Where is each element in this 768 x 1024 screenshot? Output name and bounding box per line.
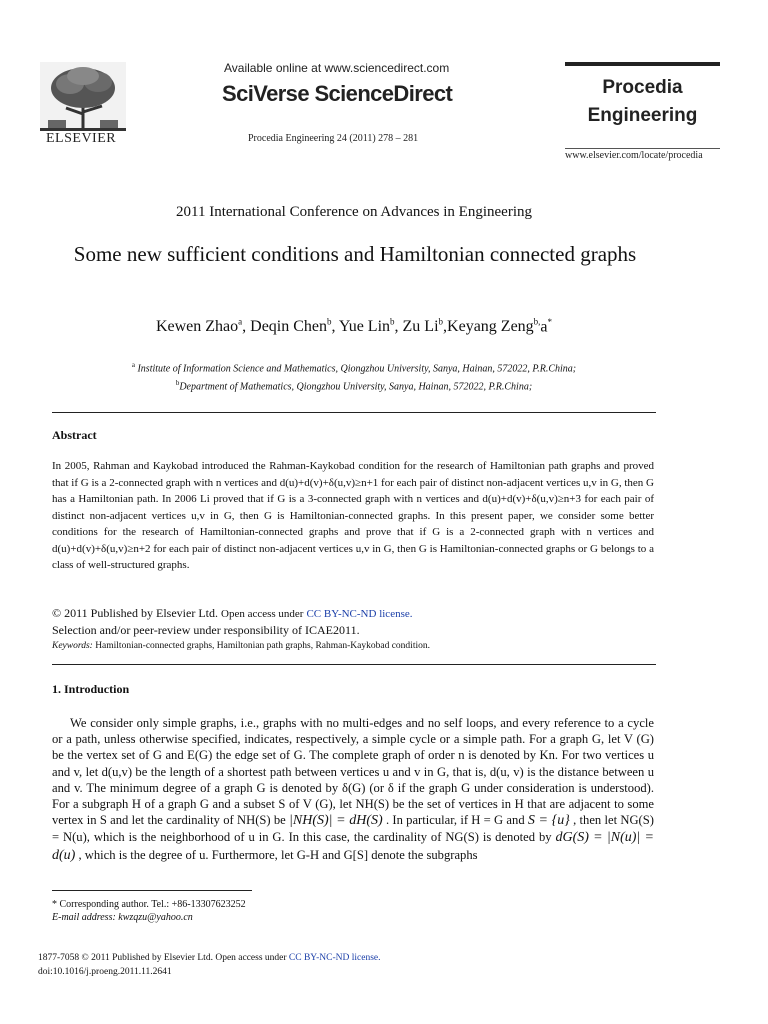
keywords-text: Hamiltonian-connected graphs, Hamiltonian path graphs, Rahman-Kaykobad condition. (95, 641, 430, 651)
paper-title: Some new sufficient conditions and Hamiltonian connected graphs (73, 242, 637, 266)
peer-review-text: Selection and/or peer-review under responsibility of ICAE2011. (52, 623, 360, 637)
open-access-text: Open access under (221, 608, 304, 620)
available-online: Available online at www.sciencedirect.com (224, 61, 450, 75)
issn-line: 1877-7058 © 2011 Published by Elsevier Ltd. Open access under CC BY-NC-ND license. (38, 953, 381, 963)
journal-citation: Procedia Engineering 24 (2011) 278 – 281 (248, 133, 419, 144)
author: Zu Li$^b$, (402, 317, 448, 336)
publisher-logo-text: ELSEVIER (46, 131, 117, 146)
conference-name: 2011 International Conference on Advances in Engineering (176, 204, 532, 220)
corresponding-author-footnote: * Corresponding author. Tel.: +86-13307623252 (52, 899, 246, 910)
copyright-text: © 2011 Published by Elsevier Ltd. (52, 606, 218, 620)
affiliation-a: $^a$ Institute of Information Science and Mathematics, Qiongzhou University, Sanya, Hainan, 572022, P.R.China; (131, 361, 577, 375)
author: Yue Lin$^b$, (338, 317, 403, 336)
author: Keyang Zeng$^{b,}$ (447, 317, 541, 336)
doi-line[interactable]: doi:10.1016/j.proeng.2011.11.2641 (38, 967, 172, 977)
intro-paragraph: We consider only simple graphs, i.e., graphs with no multi-edges and no self loops, and every reference to a cycle or a path, unless otherwise specified, indicates, respectively, a simple cycle or a simple path. For a graph G, let V (G) be the vertex set of G and E(G) the edge set of G. The complete graph of order n is denoted by Kn. For two vertices u and v, let d(u,v) be the length of a shortest path between vertices u and v in G, that is, d(u, v) is the distance between u and v. The minimum degree of a graph G is denoted by δ(G) (or δ if the graph G under consideration is understood). For a subgraph H of a graph G and a subset S of V (G), let NH(S) be the set of vertices in H that are adjacent to some vertex in S and let the cardinality of NH(S) be |NH(S)| = dH(S) . In particular, if H = G and S = {u} , then let NG(S) = N(u), which is the neighborhood of u in G. In this case, the cardinality of NG(S) is denoted by dG(S) = |N(u)| = d(u) , which is the degree of u. Furthermore, let G-H and G[S] denote the subgraphs (52, 716, 654, 863)
footer-license-link[interactable]: CC BY-NC-ND license. (288, 953, 381, 963)
journal-name (565, 74, 720, 130)
formula: dG(S) = |N(u)| = d(u) (52, 830, 654, 863)
platform-name: SciVerse ScienceDirect (222, 81, 453, 106)
keywords (52, 641, 430, 651)
journal-name-line1: Procedia (602, 77, 683, 98)
formula: |NH(S)| = dH(S) (289, 813, 383, 829)
abstract-text: In 2005, Rahman and Kaykobad introduced the Rahman-Kaykobad condition for the research of Hamiltonian path graphs and proved that if G is a 2-connected graph with n vertices and d(u)+d(v)+δ(u,v)≥n+1 for each pair of distinct non-adjacent vertices u,v in G, then G has a Hamiltonian path. In 2006 Li proved that if G is a 3-connected graph with n vertices and d(u)+d(v)+δ(u,v)≥n+3 for each pair of distinct non-adjacent vertices u,v in G, then G is Hamiltonian-connected graphs. In this present paper, we consider some better conditions for the research of Hamiltonian-connected graphs and prove that if G is a 2-connected graph with n vertices and d(u)+d(v)+δ(u,v)≥n+2 for each pair of distinct non-adjacent vertices u,v in G, then G is Hamiltonian-connected graphs or G belongs to a class of well-structured graphs. (52, 460, 654, 571)
author: Deqin Chen$^b$, (250, 317, 339, 336)
author: Kewen Zhao$^a$, (155, 317, 251, 336)
formula: S = {u} (527, 813, 570, 829)
license-link[interactable]: CC BY-NC-ND license. (306, 608, 413, 620)
footnote-rule (52, 890, 252, 891)
section-heading: 1. Introduction (52, 682, 130, 696)
journal-url[interactable]: www.elsevier.com/locate/procedia (565, 150, 703, 161)
affiliations (0, 358, 708, 395)
keywords-label: Keywords: (52, 641, 93, 651)
journal-name-line2: Engineering (587, 105, 698, 126)
abstract-bottom-rule (52, 664, 656, 665)
abstract-heading: Abstract (52, 428, 97, 442)
author-list (0, 317, 708, 336)
copyright-block (52, 605, 413, 638)
corresponding-mark: * (547, 317, 553, 327)
abstract-top-rule (52, 412, 656, 413)
email-footnote: E-mail address: kwzqzu@yahoo.cn (52, 912, 193, 923)
affiliation-b: $^b$Department of Mathematics, Qiongzhou University, Sanya, Hainan, 572022, P.R.China; (175, 379, 533, 393)
introduction-text (52, 715, 654, 864)
author-tail: a (540, 318, 548, 336)
